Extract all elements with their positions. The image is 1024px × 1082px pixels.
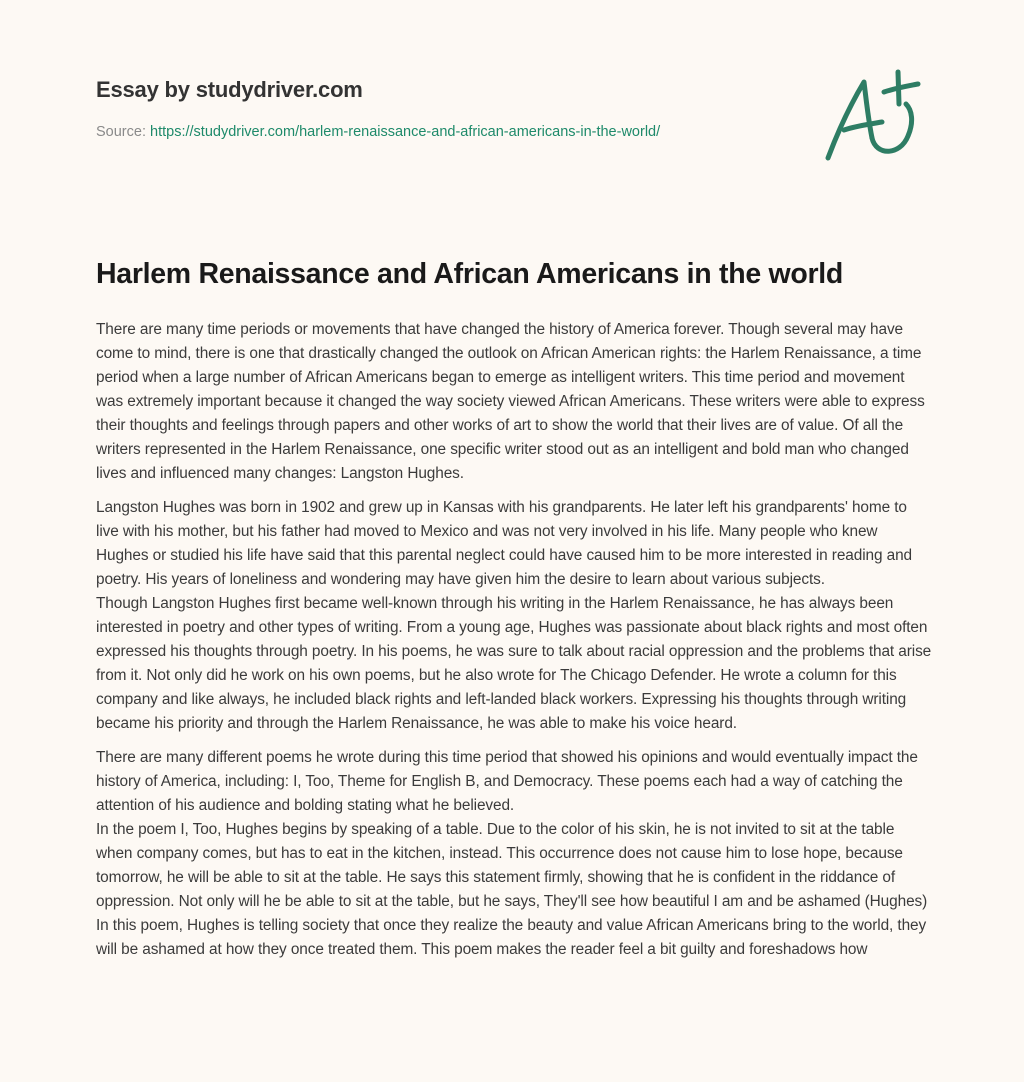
essay-paragraph: There are many different poems he wrote during this time period that showed his opinions and would eventually impact the history of America, including: I, Too, Theme for English B, and Democracy. These poems each had a way of catching the attention of his audience and bolding stating what he believed. — [96, 749, 918, 814]
essay-paragraph: Though Langston Hughes first became well-known through his writing in the Harlem Renaissance, he has always been interested in poetry and other types of writing. From a young age, Hughes was passionate about black rights and most often expressed his thoughts through poetry. In his poems, he was sure to talk about racial oppression and the problems that arise from it. Not only did he work on his own poems, but he also wrote for The Chicago Defender. He wrote a column for this company and like always, he included black rights and left-landed black workers. Expressing his thoughts through writing became his priority and through the Harlem Renaissance, he was able to make his voice heard. — [96, 595, 932, 732]
essay-paragraph: In the poem I, Too, Hughes begins by speaking of a table. Due to the color of his skin, he is not invited to sit at the table when company comes, but has to eat in the kitchen, instead. This occurrence does not cause him to lose hope, because tomorrow, he will be able to sit at the table. He says this statement firmly, showing that he is confident in the riddance of oppression. Not only will he be able to sit at the table, but he says, They'll see how beautiful I am and be ashamed (Hughes) In this poem, Hughes is telling society that once they realize the beauty and value African Americans bring to the world, they will be ashamed at how they once treated them. This poem makes the reader feel a bit guilty and foreshadows how — [96, 821, 928, 958]
essay-paragraph: There are many time periods or movements that have changed the history of America forever. Though several may have come to mind, there is one that drastically changed the outlook on African American rights: the Harlem Renaissance, a time period when a large number of African Americans began to emerge as intelligent writers. This time period and movement was extremely important because it changed the way society viewed African Americans. These writers were able to express their thoughts and feelings through papers and other works of art to show the world that their lives are of value. Of all the writers represented in the Harlem Renaissance, one specific writer stood out as an intelligent and bold man who changed lives and influenced many changes: Langston Hughes. — [96, 321, 925, 482]
a-plus-grade-icon — [818, 64, 934, 164]
essay-content — [96, 254, 932, 962]
source-label: Source: — [96, 124, 146, 140]
site-title: Essay by studydriver.com — [96, 77, 363, 102]
essay-title: Harlem Renaissance and African Americans in the world — [96, 258, 843, 290]
source-line — [96, 122, 796, 142]
essay-paragraph: Langston Hughes was born in 1902 and grew up in Kansas with his grandparents. He later left his grandparents' home to live with his mother, but his father had moved to Mexico and was not very involved in his life. Many people who knew Hughes or studied his life have said that this parental neglect could have caused him to be more interested in reading and poetry. His years of loneliness and wondering may have given him the desire to learn about various subjects. — [96, 499, 912, 588]
page-header — [96, 76, 796, 142]
source-link[interactable]: https://studydriver.com/harlem-renaissance-and-african-americans-in-the-world/ — [150, 124, 661, 140]
